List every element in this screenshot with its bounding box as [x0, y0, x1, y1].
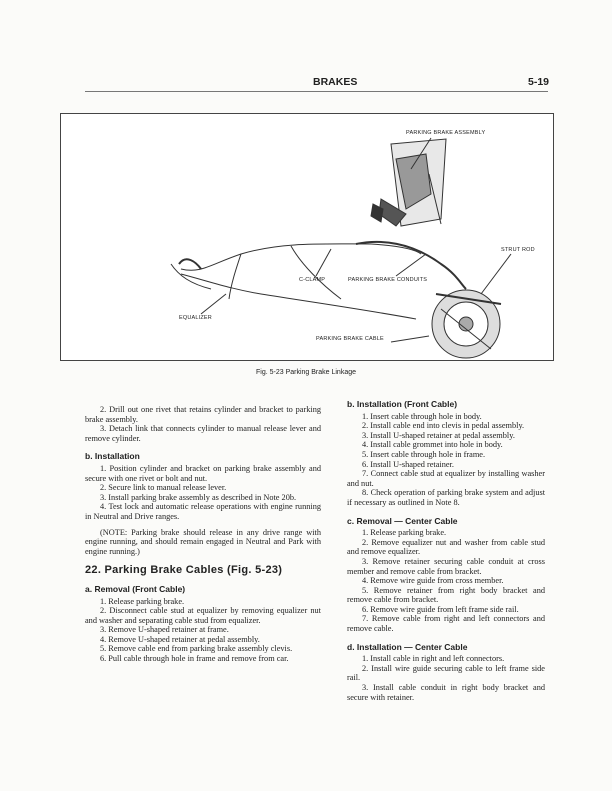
step: 2. Install cable end into clevis in pedal assembly. [362, 421, 525, 431]
step: 1. Release parking brake. [100, 596, 185, 606]
subheading-installation-center-cable: d. Installation — Center Cable [347, 641, 468, 652]
step: 3. Remove U-shaped retainer at frame. [100, 625, 229, 635]
step: 6. Install U-shaped retainer. [362, 459, 454, 469]
step: 3. Remove retainer securing cable conduit at cross member and remove cable from bracket. [347, 556, 545, 576]
step: 1. Position cylinder and bracket on parking brake assembly and secure with one rivet or bolt and nut. [85, 463, 321, 483]
label-parking-brake-cable: PARKING BRAKE CABLE [316, 336, 384, 342]
step: 5. Remove retainer from right body bracket and remove cable from bracket. [347, 585, 545, 605]
label-parking-brake-conduits: PARKING BRAKE CONDUITS [348, 277, 428, 283]
step: 5. Insert cable through hole in frame. [362, 449, 486, 459]
section-heading: 22. Parking Brake Cables (Fig. 5-23) [85, 564, 283, 577]
step: 4. Install cable grommet into hole in body. [362, 440, 503, 450]
section-header: BRAKES [313, 76, 358, 88]
label-parking-brake-assembly: PARKING BRAKE ASSEMBLY [406, 130, 486, 136]
subheading-removal-front-cable: a. Removal (Front Cable) [85, 583, 186, 594]
step: 2. Install wire guide securing cable to left frame side rail. [347, 663, 545, 683]
step: 7. Connect cable stud at equalizer by installing washer and nut. [347, 469, 545, 488]
step: 6. Remove wire guide from left frame side rail. [362, 604, 519, 614]
subheading-installation-front-cable: b. Installation (Front Cable) [347, 399, 458, 409]
subheading-installation: b. Installation [85, 451, 140, 462]
step: 4. Remove wire guide from cross member. [362, 576, 504, 586]
subheading-removal-center-cable: c. Removal — Center Cable [347, 515, 458, 526]
step: 3. Install parking brake assembly as described in Note 20b. [100, 492, 297, 502]
step: 2. Remove equalizer nut and washer from cable stud and remove equalizer. [347, 537, 545, 557]
step: 7. Remove cable from right and left connectors and remove cable. [347, 614, 545, 634]
paragraph: 3. Detach link that connects cylinder to manual release lever and remove cylinder. [85, 424, 321, 443]
step: 4. Remove U-shaped retainer at pedal assembly. [100, 634, 260, 644]
step: 3. Install cable conduit in right body bracket and secure with retainer. [347, 683, 545, 702]
step: 3. Install U-shaped retainer at pedal assembly. [362, 430, 515, 440]
left-column [85, 405, 321, 664]
label-c-clamp: C-CLAMP [299, 277, 326, 283]
step: 6. Pull cable through hole in frame and remove from car. [100, 654, 289, 664]
figure-parking-brake-linkage [60, 113, 554, 361]
step: 1. Install cable in right and left connectors. [362, 654, 505, 664]
figure-caption: Fig. 5-23 Parking Brake Linkage [256, 369, 356, 376]
page-number: 5-19 [528, 76, 550, 88]
note: (NOTE: Parking brake should release in any drive range with engine running, and should remain engaged in Neutral and Park with engine running.) [85, 527, 321, 556]
label-equalizer: EQUALIZER [179, 315, 212, 321]
linkage-illustration [61, 114, 553, 360]
step: 5. Remove cable end from parking brake assembly clevis. [100, 644, 293, 654]
step: 2. Secure link to manual release lever. [100, 483, 227, 493]
step: 2. Disconnect cable stud at equalizer by removing equalizer nut and washer and separating cable stud from equalizer. [85, 606, 321, 625]
label-strut-rod: STRUT ROD [501, 247, 535, 253]
step: 1. Release parking brake. [362, 528, 447, 538]
paragraph: 2. Drill out one rivet that retains cylinder and bracket to parking brake assembly. [85, 405, 321, 424]
right-column [347, 398, 545, 702]
step: 1. Insert cable through hole in body. [362, 411, 482, 421]
header-rule [85, 91, 548, 92]
step: 4. Test lock and automatic release operations with engine running in Neutral and Drive ranges. [85, 502, 321, 521]
step: 8. Check operation of parking brake system and adjust if necessary as outlined in Note 8. [347, 488, 545, 507]
